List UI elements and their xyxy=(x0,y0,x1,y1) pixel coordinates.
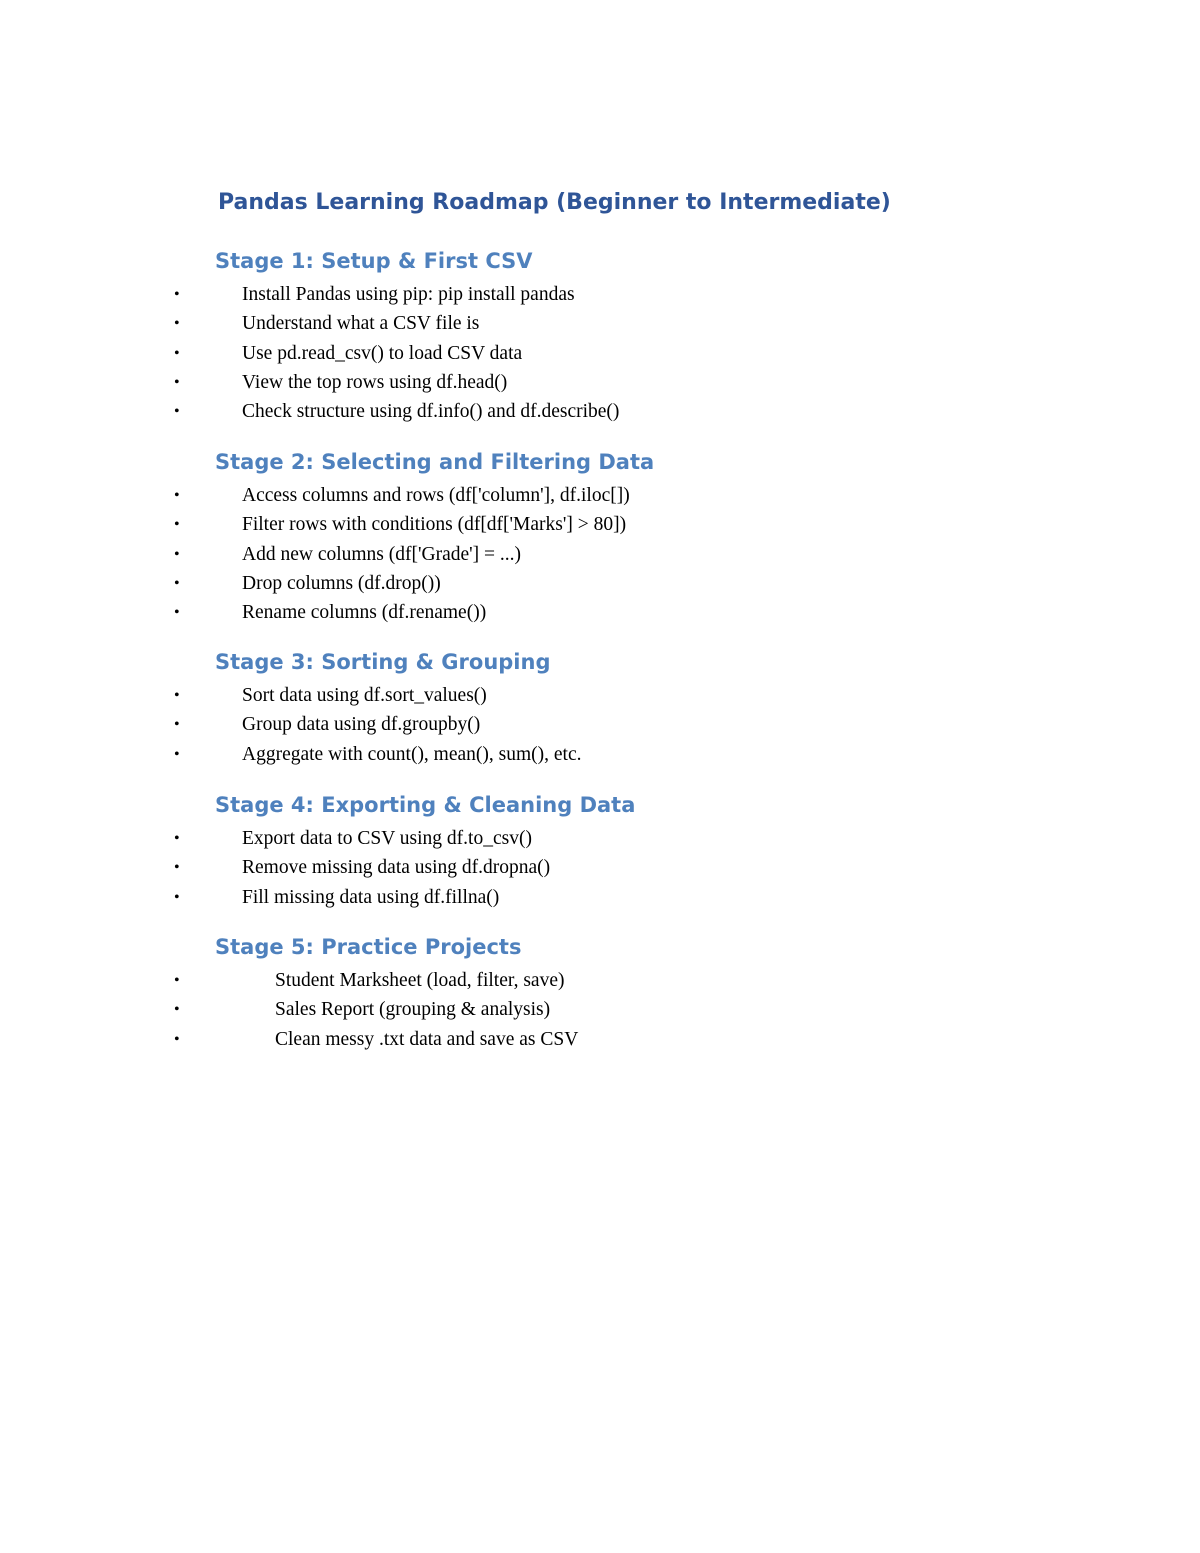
list-item-text: Drop columns (df.drop()) xyxy=(242,572,441,594)
list-item-text: Understand what a CSV file is xyxy=(242,313,480,335)
bullet-icon: • xyxy=(174,286,180,303)
bullet-icon: • xyxy=(174,403,180,421)
list-item-text: Rename columns (df.rename()) xyxy=(242,602,487,624)
list-item-text: Group data using df.groupby() xyxy=(242,714,481,736)
bullet-icon: • xyxy=(174,487,180,504)
bullet-icon: • xyxy=(174,344,180,362)
list-item-text: Sales Report (grouping & analysis) xyxy=(275,999,551,1021)
section-heading: Stage 3: Sorting & Grouping xyxy=(215,650,551,674)
section-heading: Stage 1: Setup & First CSV xyxy=(215,249,533,273)
page-title: Pandas Learning Roadmap (Beginner to Intermediate) xyxy=(218,190,891,215)
section-heading: Stage 4: Exporting & Cleaning Data xyxy=(215,793,636,817)
bullet-icon: • xyxy=(174,545,180,563)
section-heading: Stage 2: Selecting and Filtering Data xyxy=(215,450,655,474)
bullet-icon: • xyxy=(174,1001,180,1019)
list-item-text: Check structure using df.info() and df.describe() xyxy=(242,401,620,423)
bullet-icon: • xyxy=(174,574,180,592)
bullet-icon: • xyxy=(174,1030,180,1048)
bullet-icon: • xyxy=(174,972,180,989)
bullet-icon: • xyxy=(174,745,180,763)
list-item-text: Remove missing data using df.dropna() xyxy=(242,857,551,879)
bullet-icon: • xyxy=(174,859,180,877)
bullet-icon: • xyxy=(174,830,180,847)
list-item-text: Install Pandas using pip: pip install pandas xyxy=(242,284,575,305)
bullet-icon: • xyxy=(174,373,180,391)
bullet-icon: • xyxy=(174,687,180,704)
list-item-text: Filter rows with conditions (df[df['Marks'] > 80]) xyxy=(242,514,627,536)
list-item-text: View the top rows using df.head() xyxy=(242,371,508,393)
bullet-icon: • xyxy=(174,716,180,734)
section-heading: Stage 5: Practice Projects xyxy=(215,935,522,959)
list-item-text: Access columns and rows (df['column'], df.iloc[]) xyxy=(242,485,630,506)
list-item-text: Fill missing data using df.fillna() xyxy=(242,886,500,908)
bullet-icon: • xyxy=(174,315,180,333)
list-item-text: Aggregate with count(), mean(), sum(), etc. xyxy=(242,743,582,765)
list-item-text: Sort data using df.sort_values() xyxy=(242,685,487,706)
list-item-text: Use pd.read_csv() to load CSV data xyxy=(242,342,523,364)
list-item-text: Clean messy .txt data and save as CSV xyxy=(275,1028,579,1050)
bullet-icon: • xyxy=(174,516,180,534)
list-item-text: Export data to CSV using df.to_csv() xyxy=(242,828,532,849)
bullet-icon: • xyxy=(174,604,180,622)
list-item-text: Student Marksheet (load, filter, save) xyxy=(275,970,565,991)
bullet-icon: • xyxy=(174,888,180,906)
list-item-text: Add new columns (df['Grade'] = ...) xyxy=(242,543,522,565)
